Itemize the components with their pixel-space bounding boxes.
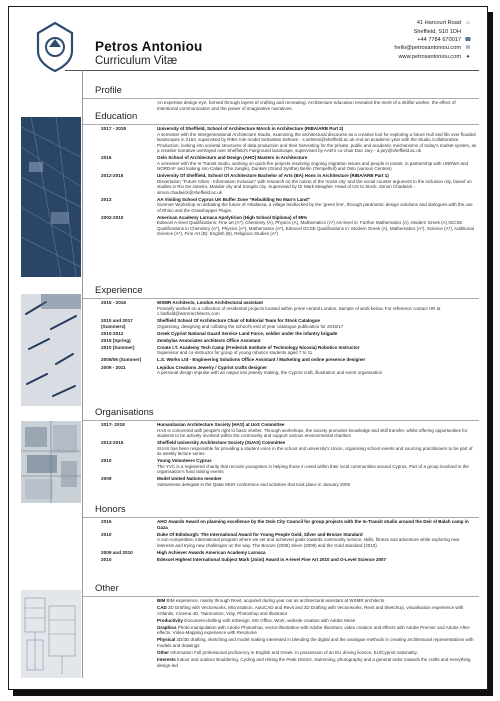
other-entry: Physical 2D/3D drafting, sketching and model making interested in blending the digital and the analogue methods in creating architectural representations with models and drawings: [157, 637, 474, 648]
email-icon: ✉: [465, 45, 471, 52]
other-image-strip: [21, 590, 81, 678]
experience-entries: [101, 300, 477, 377]
organisations-image-strip: [21, 421, 81, 503]
experience-entry: 2015 (Spring) Zembylas Associates architects Office Assistant: [101, 337, 261, 343]
experience-entry: 2009 - 2011 Lepidus Creations Jewelry / Cypriot crafts designer A personal design impulse with an output into jewelry making, the Cypriot craft, illustration and event organisation: [101, 364, 383, 376]
experience-entry: 2010 (Summer) Create I.T. Academy Tech Camp (Frederick Institute of Technology Nicosia) Robotics Instructor Supervisor and co-instructor for group of young robotics students aged 7 to 11: [101, 344, 360, 356]
cv-page: [8, 6, 488, 690]
other-entries: [101, 598, 477, 670]
section-heading-other: Other: [95, 583, 119, 594]
margin-rule: [82, 70, 83, 678]
contact-phone: +44 7784 670017 ☎: [325, 36, 475, 44]
other-entry: Other Information Full professional proficiency in English and Greek. In possession of an EU driving licence, EU/Cypriot nationality.: [157, 649, 418, 655]
honor-entry: 2009 and 2010 High Achiever Awards American Academy Larnaca: [101, 549, 266, 555]
profile-divider: [83, 98, 479, 99]
person-name: Petros Antoniou: [95, 39, 203, 54]
education-entry: 2012-2015 University Of Sheffield, School Of Architecture Bachelor of Arts (BA) Hons in Architecture (RIBA/ARB Part 1) Dissertation "Future Cities - Information Inclusion" with research on the notion of the 'smart city' and the social counter argument to the inclusion city, based on studies in Rio De Janeiro, Masdar city and Songdo city. Supervised by Dr Mark Meagher. Head of UG to Stock, Simon Chadwick - simon.chadwick@sheffield.ac.uk: [101, 173, 472, 195]
profile-text: An expertise design-eye, formed through layers of crafting and recreating. Architecture education revealed the merit of a skillful worker, the effect of intentional communication and the power of imaginative narratives.: [157, 100, 456, 111]
section-heading-organisations: Organisations: [95, 407, 154, 418]
header-divider: [65, 70, 479, 71]
education-divider: [83, 124, 479, 125]
honors-divider: [83, 517, 479, 518]
home-icon: ⌂: [466, 20, 470, 27]
section-heading-honors: Honors: [95, 504, 126, 515]
other-entry: CAD 2D Drafting with Vectorworks, Microstation, AutoCAD and Revit and 3D Drafting with Vectorworks, Revit and SketchUp, visualisation experience with Artlantis, Cinema 4D, Twinmotion, Vray, Photoshop and Illustrator: [157, 605, 464, 616]
logo-emblem: [35, 21, 75, 73]
education-entry: 2013 AA Visiting School Cyprus UK Buffer Zone "Rebuilding No Man's Land" Summer Workshop on debating the future of Athalassa, a village landlocked by the 'green line', through parametric design solutions and dialogues with the use of Rhino and the Grasshopper Plugin.: [101, 196, 473, 213]
education-entry: 2017 - 2018 University of Sheffield, School of Architecture MArch in Architecture (RIBA/ARB Part 2) A semester with the Intergenerational Architecture Studio, examining the architectural discourse as a creative tool for exploring a future Hull and life over flooded landscapes in 2164, supervised by RIBA role model Sebastian Selmesi - s.selmesi@sheffield.ac.uk And an academic year with the Studio Collaborative Production, looking into societal structures of data production and their harvesting for the private, public and academic mechanisms of today's market system, as a creative narrative overlayed over Sheffield's Fairground landscape, supervised by AAD's co-chair Dan Jary - d.jary@sheffield.ac.uk: [101, 126, 477, 153]
section-heading-experience: Experience: [95, 285, 143, 296]
other-entry: BIM BIM experience, mainly through Revit, acquired during year out as architectural assistant at WSMR architects: [157, 598, 385, 603]
honor-entry: 2016 AHO Awards Award on planning excellence by the Oslo City Council for group projects with the In-Transit studio around the Deir el Balah camp in Gaza: [101, 519, 469, 530]
experience-entry: 2005/06 (Summer) L.S. Works Ltd - Engineering Solutions Office Assistant / Marketing and online presence designer: [101, 357, 366, 363]
organisation-entry: 2009 Model United Nations member Vietnamese delegate in the Qatar MUN conference and activities that took place in January 2009: [101, 476, 351, 487]
globe-icon: ●: [466, 53, 470, 60]
education-image-strip: [21, 117, 81, 277]
organisation-entry: 2013-2015 Sheffield University Architecture Society (SUAS) Committee SUAS has been responsible for providing a student voice in the school and university's Union, organising school events and sourcing practitioners to be part of its weekly lecture series.: [101, 440, 473, 457]
section-heading-education: Education: [95, 111, 138, 122]
honor-entry: 2010 Edexcel Highest International Subject Mark (Joint) Award in A-level Fine Art 2010 and O-Level Science 2007: [101, 556, 386, 562]
organisation-entry: 2017- 2018 Humanitarian Architecture Society (HAS) at UoS Committee HAS is concerned with people's right to basic shelter. Through workshops, the society promotes knowledge and skill transfer, whilst offering opportunities for students to be actively involved within the community and support various environmental charities: [101, 422, 468, 438]
other-entry: Productivity Document-drafting with InDesign, MS Office, Work, website creation with Adobe Muse: [157, 617, 356, 623]
experience-image-strip: [21, 294, 81, 406]
honor-entry: 2010 Duke Of Edinburgh: The International Award for Young People Gold, Silver and Bronze Standard A non-competitive, international program where we set and achieved goals towards community service, skills, fitness and adventure while exploring new interests and trying new challenges on the way. The Bronze (2008) Silver (2009) and the Gold standard (2010): [101, 531, 460, 548]
education-entry: 2002-2010 American Academy Larnaca Apolytirion (High School Diploma) of 95% Edexcel A-level Qualifications: Fine art (A*), Chemistry (A), Physics (A), Mathematics (A*) AS-level in: Further Mathematics (A), Modern Greek (A) IGCSE Qualifications in Chemistry (A*), Physics (A*), Mathematics (A*), Edexcel GCSE Qualifications in: Modern Greek (A), Mathematics (A*), Science (A*), Additional Science (A*), Fine Art (B): English (B), Religious Studies (A*): [101, 214, 474, 237]
section-heading-profile: Profile: [95, 85, 122, 96]
organisation-entry: 2010 Young Volunteers Cyprus The YVC is a registered charity that recruits youngsters in helping those in need within their local communities around Cyprus. Part of a group involved in the organisation's fund raising events: [101, 458, 469, 475]
experience-divider: [83, 298, 479, 299]
experience-entry: 2010-2012 Greek Cypriot National Guard Service Land Force, soldier under the infantry brigade: [101, 330, 338, 336]
organisations-entries: [101, 422, 477, 489]
phone-icon: ☎: [464, 36, 472, 43]
experience-entry: 2015 - 2016 WSMR Architects, London Architectural assistant Primarily worked on a collection of residential projects located within prime central London. Sample of work below. For reference contact HR at c.harfield@wsmrarchitects.com: [101, 300, 441, 316]
contact-website[interactable]: www.petrosantoniou.com ●: [325, 53, 475, 61]
organisations-divider: [83, 420, 479, 421]
contact-address-line-1: 41 Harcourt Road ⌂: [325, 19, 475, 27]
experience-entry: 2010 and 2017 (Summers) Sheffield School Of Architecture Chair of Editorial Team for Stock Catalogue Organising, designing and collating the school's end of year catalogue publication for 2016/17: [101, 318, 344, 329]
other-entry: Interests Indoor and outdoor Bouldering, Cycling and Hiking the Peak District, Swimming, photography and a general ardor towards the crafts and everything design-led: [157, 657, 471, 668]
other-divider: [83, 596, 479, 597]
contact-address-line-2: Sheffield, S10 1DH: [413, 28, 461, 35]
contact-block: [325, 19, 475, 61]
honors-entries: [101, 519, 477, 564]
document-subtitle: Curriculum Vitæ: [95, 55, 178, 67]
education-entries: [101, 126, 477, 238]
other-entry: Graphics Photo-manipulation with Adobe Photoshop, vector-illustration with Adobe Illustrator, video creation and effects with Adobe Premier and Adobe After-effects. Video-Mapping experience with Resolume: [157, 624, 471, 636]
education-entry: 2016 Oslo School of Architecture and Design (AHO) Masters in Architecture A semester with the In-Transit studio, working on quick-fire projects resolving ongoing migration issues and people in transit, in partnership with UNRWA and NORDAF and looking into Calais (The Jungle), Dunkirk (Grand Synthe) Berlin (Tempelhof) and Oslo (various Centres): [101, 155, 468, 172]
contact-email[interactable]: hello@petrosantoniou.com ✉: [325, 44, 475, 52]
